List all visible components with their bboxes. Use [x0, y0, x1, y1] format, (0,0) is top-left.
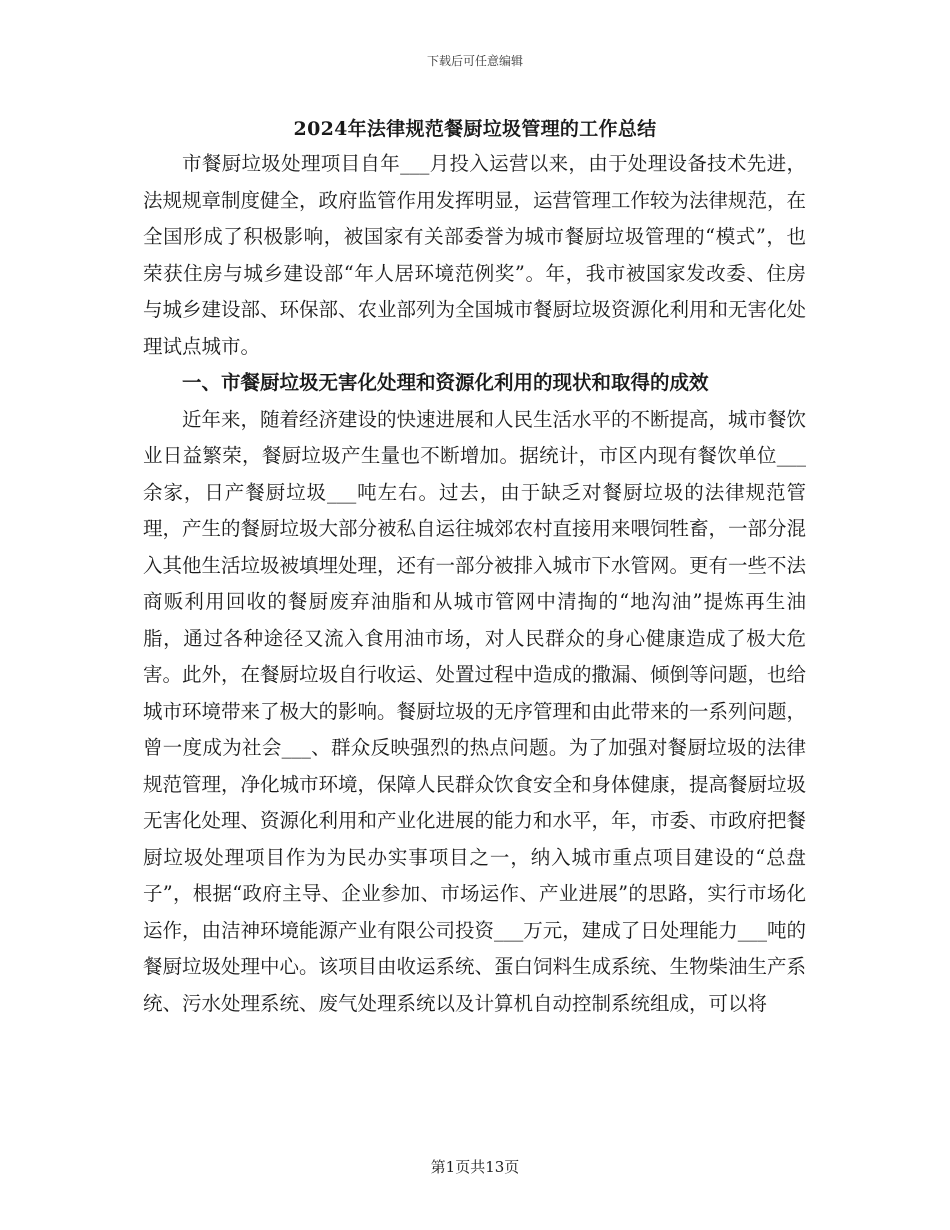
page-number: 第1页共13页 — [430, 1158, 520, 1176]
page-header-note: 下载后可任意编辑 — [426, 54, 523, 68]
section-heading: 一、市餐厨垃圾无害化处理和资源化利用的现状和取得的成效 — [182, 371, 709, 394]
document-body — [143, 146, 806, 1022]
document-title: 2024年法律规范餐厨垃圾管理的工作总结 — [293, 118, 657, 140]
intro-paragraph: 市餐厨垃圾处理项目自年___月投入运营以来，由于处理设备技术先进，法规规章制度健全，政府监管作用发挥明显，运营管理工作较为法律规范，在全国形成了积极影响，被国家有关部委誉为城市餐厨垃圾管理的“模式”，也荣获住房与城乡建设部“年人居环境范例奖”。年，我市被国家发改委、住房与城乡建设部、环保部、农业部列为全国城市餐厨垃圾资源化利用和无害化处理试点城市。 — [143, 152, 807, 358]
body-paragraph: 近年来，随着经济建设的快速进展和人民生活水平的不断提高，城市餐饮业日益繁荣，餐厨垃圾产生量也不断增加。据统计，市区内现有餐饮单位___余家，日产餐厨垃圾___吨左右。过去，由于缺乏对餐厨垃圾的法律规范管理，产生的餐厨垃圾大部分被私自运往城郊农村直接用来喂饲牲畜，一部分混入其他生活垃圾被填埋处理，还有一部分被排入城市下水管网。更有一些不法商贩利用回收的餐厨废弃油脂和从城市管网中清掏的“地沟油”提炼再生油脂，通过各种途径又流入食用油市场，对人民群众的身心健康造成了极大危害。此外，在餐厨垃圾自行收运、处置过程中造成的撒漏、倾倒等问题，也给城市环境带来了极大的影响。餐厨垃圾的无序管理和由此带来的一系列问题，曾一度成为社会___、群众反映强烈的热点问题。为了加强对餐厨垃圾的法律规范管理，净化城市环境，保障人民群众饮食安全和身体健康，提高餐厨垃圾无害化处理、资源化利用和产业化进展的能力和水平，年，市委、市政府把餐厨垃圾处理项目作为为民办实事项目之一，纳入城市重点项目建设的“总盘子”，根据“政府主导、企业参加、市场运作、产业进展”的思路，实行市场化运作，由洁神环境能源产业有限公司投资___万元，建成了日处理能力___吨的餐厨垃圾处理中心。该项目由收运系统、蛋白饲料生成系统、生物柴油生产系统、污水处理系统、废气处理系统以及计算机自动控制系统组成，可以将 — [143, 407, 807, 1015]
